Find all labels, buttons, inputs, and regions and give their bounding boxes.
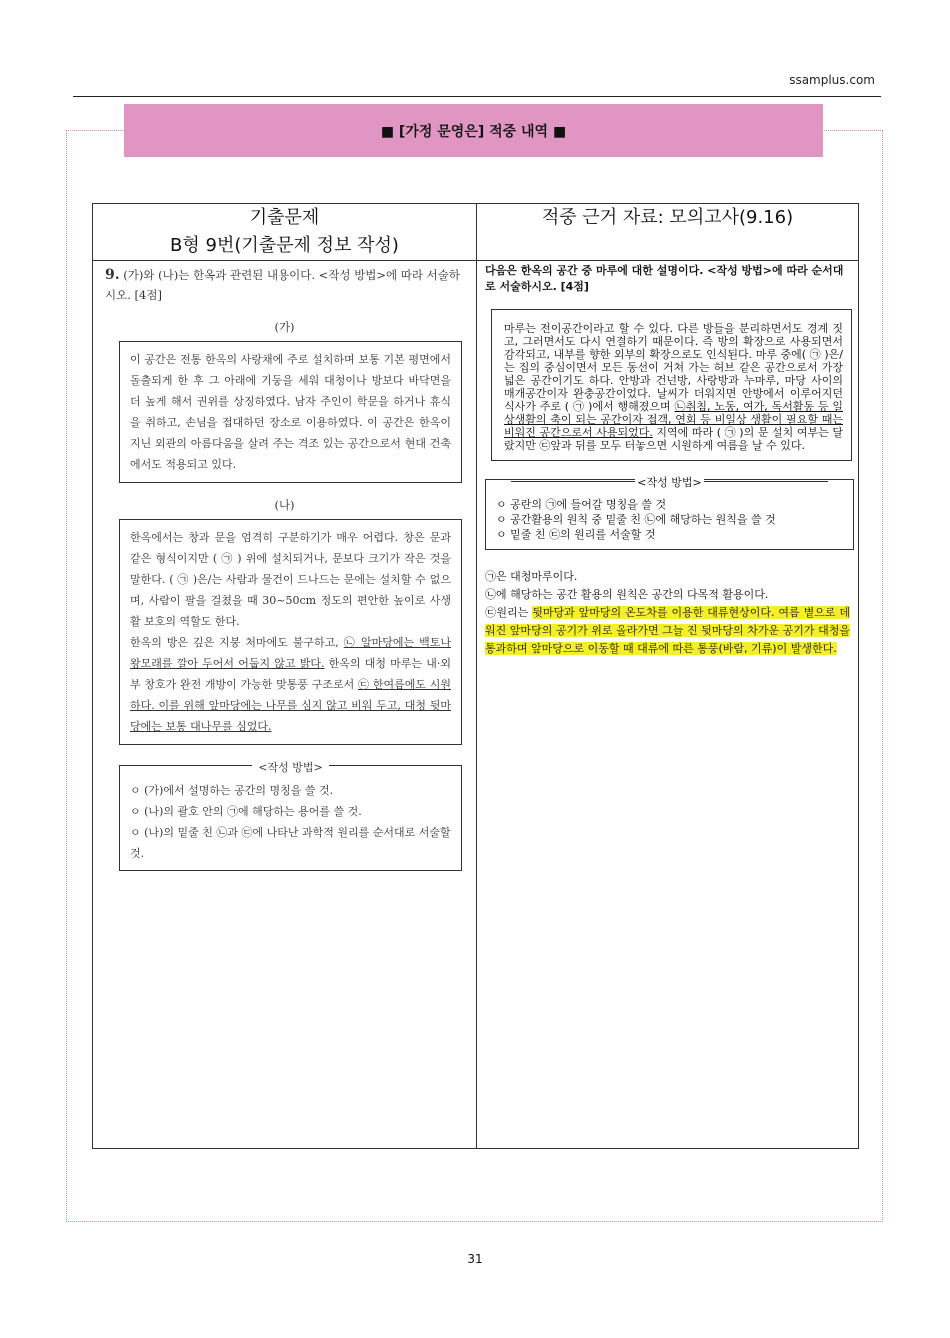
underlined-text: ㉡ 알마당에는 백토나 왕모래를 깔아 두어서 어둡지 않고 밝다. — [130, 636, 451, 670]
method-item: ㅇ 공란의 ㉠에 들어갈 명칭을 쓸 것 — [496, 498, 667, 511]
label-na: (나) — [274, 498, 295, 512]
left-header-line1: 기출문제 — [249, 207, 320, 228]
passage-na — [119, 519, 462, 745]
passage-text: 지역에 따라 ( ㉠ )의 문 설치 여부는 달랐지만 ㉢앞과 뒤를 모두 터놓으면 시원하게 여름을 날 수 있다. — [504, 426, 843, 452]
answer-2: ㉡에 해당하는 공간 활용의 원칙은 공간의 다목적 활용이다. — [485, 588, 769, 601]
passage-ga: 이 공간은 전통 한옥의 사랑채에 주로 설치하며 보통 기본 평면에서 돌출되게 한 후 그 아래에 기둥을 세워 대청이나 방보다 바닥면을 더 높게 해서 권위를 상징하였다. 남자 주인이 학문을 하거나 휴식을 취하고, 손님을 접대하던 장소로 이용하였다. 이 공간은 한옥이 지닌 외관의 아름다움을 살려 주는 격조 있는 공간으로서 현대 건축에서도 적용되고 있다. — [119, 341, 462, 483]
answer-3-lead: ㉢원리는 — [485, 606, 533, 619]
mock-writing-method — [485, 476, 854, 550]
site-url: ssamplus.com — [789, 73, 875, 87]
page-number: 31 — [467, 1252, 483, 1266]
method-title: <작성 방법> — [252, 761, 328, 774]
highlighted-answer: 뒷마당과 앞마당의 온도차를 이용한 대류현상이다. 여름 볕으로 데워진 앞마당의 공기가 위로 올라가면 그늘 진 뒷마당의 차가운 공기가 대청을 통과하며 앞마당으로 이동할 때 대류에 따른 통풍(바람, 기류)이 발생한다. — [485, 606, 851, 655]
method-item: ㅇ (나)의 괄호 안의 ㉠에 해당하는 용어를 쓸 것. — [130, 805, 362, 818]
header-rule — [73, 96, 881, 97]
right-header: 적중 근거 자료: 모의고사(9.16) — [477, 204, 859, 261]
method-title: <작성 방법> — [637, 476, 702, 489]
exam-question-cell — [93, 261, 477, 1149]
answer-block — [477, 568, 858, 658]
left-header-line2: B형 9번(기출문제 정보 작성) — [170, 235, 399, 256]
banner-title: ■ [가정 문영은] 적중 내역 ■ — [124, 104, 823, 157]
answer-1: ㉠은 대청마루이다. — [485, 570, 578, 583]
mock-exam-cell — [477, 261, 859, 1149]
label-ga: (가) — [274, 320, 295, 334]
question-number: 9. — [105, 267, 120, 283]
passage-text: 한옥의 대청 마루는 내·외부 창호가 완전 개방이 가능한 맞통풍 구조로서 — [130, 657, 451, 691]
left-header — [93, 204, 477, 261]
mock-passage — [491, 309, 852, 461]
question-text: (가)와 (나)는 한옥과 관련된 내용이다. <작성 방법>에 따라 서술하시오. [4점] — [105, 268, 461, 302]
passage-na-p1: 한옥에서는 창과 문을 엄격히 구분하기가 매우 어렵다. 창은 문과 같은 형식이지만 ( ㉠ ) 위에 설치되거나, 문보다 크기가 작은 것을 말한다. ( ㉠ )은/는 사람과 물건이 드나드는 문에는 설치할 수 없으며, 사람이 팔을 걸쳤을 때 30~50cm 정도의 편안한 높이로 사생활 보호의 역할도 한다. — [130, 531, 451, 628]
passage-text: 한옥의 방은 깊은 지붕 처마에도 불구하고, — [130, 636, 344, 649]
method-item: ㅇ (가)에서 설명하는 공간의 명칭을 쓸 것. — [130, 784, 334, 797]
comparison-table — [92, 203, 859, 1149]
passage-na-p2 — [130, 632, 451, 737]
mock-question: 다음은 한옥의 공간 중 마루에 대한 설명이다. <작성 방법>에 따라 순서대로 서술하시오. [4점] — [485, 264, 844, 293]
method-item: ㅇ (나)의 밑줄 친 ㉡과 ㉢에 나타난 과학적 원리를 순서대로 서술할 것. — [130, 826, 451, 860]
underlined-text: ㉡취침, 노동, 여가, 독서활동 등 일상생활의 축이 되는 공간이자 접객, 연회 등 비일상 생활이 필요할 때는 비워진 공간으로서 사용되었다. — [504, 400, 844, 439]
answer-3 — [485, 604, 850, 658]
exam-question — [93, 261, 476, 305]
passage-text: 마루는 전이공간이라고 할 수 있다. 다른 방들을 분리하면서도 경계 짓고, 그러면서도 다시 연결하기 때문이다. 즉 방의 확장으로 사용되면서 감각되고, 내부를 향한 외부의 확장으로도 인식된다. 마루 중에( ㉠ )은/는 집의 중심이면서 모든 동선이 거쳐 가는 허브 같은 공간으로서 가장 넓은 공간이기도 하다. 안방과 건넌방, 사랑방과 누마루, 마당 사이의 매개공간이자 완충공간이었다. 날씨가 더워지면 안방에서 이루어지던 식사가 주로 ( ㉠ )에서 행해졌으며 — [504, 322, 843, 413]
method-item: ㅇ 밑줄 친 ㉢의 원리를 서술할 것 — [496, 528, 656, 541]
writing-method — [119, 761, 462, 871]
underlined-text: ㉢ 한여름에도 시원하다. 이를 위해 앞마당에는 나무를 심지 않고 비워 두고, 대청 뒷마당에는 보통 대나무를 심었다. — [130, 678, 452, 733]
method-item: ㅇ 공간활용의 원칙 중 밑줄 친 ㉡에 해당하는 원칙을 쓸 것 — [496, 513, 776, 526]
